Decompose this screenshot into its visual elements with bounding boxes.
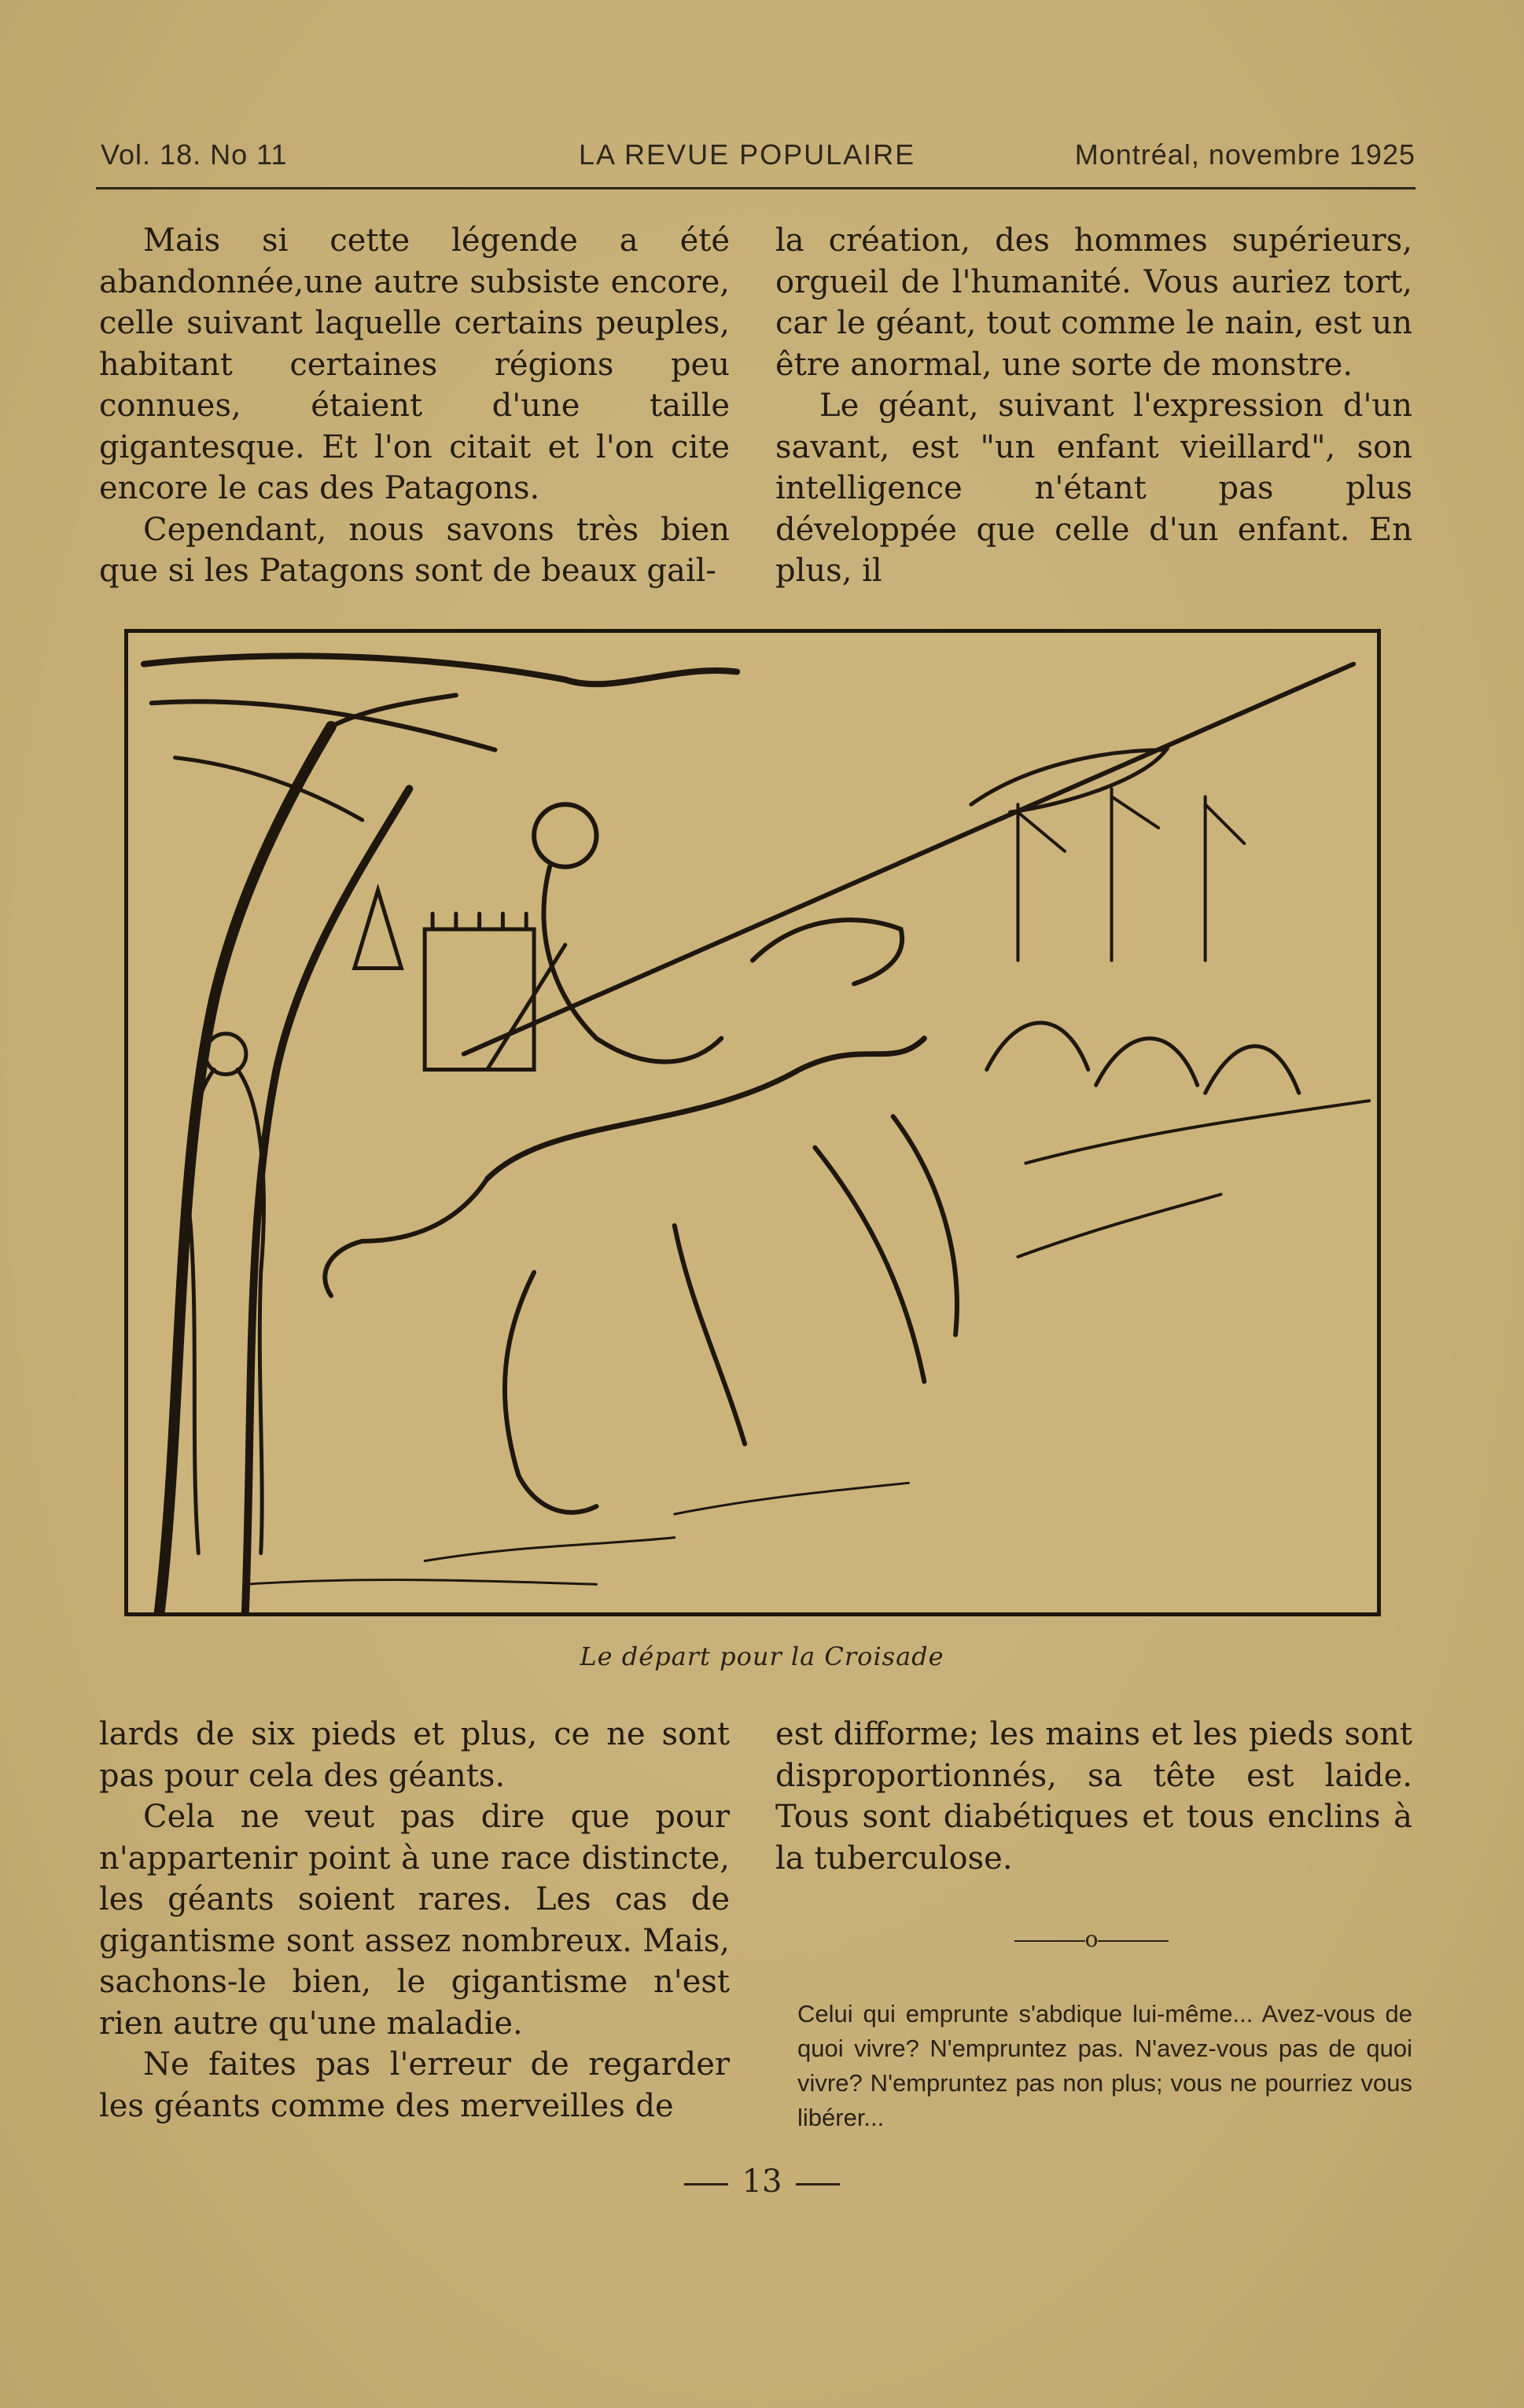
magazine-title: LA REVUE POPULAIRE <box>579 138 916 171</box>
separator-mark: o <box>1084 1926 1099 1952</box>
paragraph: Cela ne veut pas dire que pour n'appartenir point à une race distincte, les géants soient rares. Les cas de gigantisme sont assez nombreux. Mais, sachons-le bien, le gigantisme n'est rien autre qu'une maladie. <box>99 1799 730 2042</box>
page-number <box>0 2164 1524 2200</box>
header-rule <box>96 187 1415 189</box>
volume-number: Vol. 18. No 11 <box>101 138 288 171</box>
paragraph: la création, des hommes supérieurs, orgueil de l'humanité. Vous auriez tort, car le géant, tout comme le nain, est un être anormal, une sorte de monstre. <box>775 222 1412 383</box>
column-top-right <box>775 220 1412 592</box>
paragraph: lards de six pieds et plus, ce ne sont pas pour cela des géants. <box>99 1716 730 1794</box>
page-header <box>101 132 1415 179</box>
separator-line <box>1098 1940 1169 1942</box>
issue-date: Montréal, novembre 1925 <box>1074 138 1415 171</box>
page-number-value: 13 <box>742 2164 782 2200</box>
column-bottom-left <box>99 1714 730 2127</box>
illustration-crusade-departure <box>124 629 1381 1616</box>
paragraph: Le géant, suivant l'expression d'un savant, est "un enfant vieillard", son intelligence n'étant pas plus développée que celle d'un enfant. En plus, il <box>775 388 1412 589</box>
separator-line <box>1014 1940 1085 1942</box>
illustration-drawing <box>128 633 1377 1612</box>
figure-caption: Le départ pour la Croisade <box>580 1641 944 1671</box>
paragraph: Ne faites pas l'erreur de regarder les géants comme des merveilles de <box>99 2046 730 2124</box>
column-bottom-right <box>775 1714 1412 1879</box>
paragraph: Mais si cette légende a été abandonnée,une autre subsiste encore, celle suivant laquelle certains peuples, habitant certaines régions peu connues, étaient d'une taille gigantesque. Et l'on citait et l'on cite encore le cas des Patagons. <box>99 222 730 506</box>
column-top-left <box>99 220 730 592</box>
paragraph: est difforme; les mains et les pieds sont disproportionnés, sa tête est laide. Tous sont diabétiques et tous enclins à la tuberculose. <box>775 1716 1412 1877</box>
paragraph: Cependant, nous savons très bien que si les Patagons sont de beaux gail- <box>99 511 730 589</box>
page-number-dash <box>684 2183 728 2186</box>
page-number-dash <box>796 2183 840 2186</box>
filler-quote: Celui qui emprunte s'abdique lui-même... Avez-vous de quoi vivre? N'empruntez pas. N'avez-vous pas de quoi vivre? N'empruntez pas non plus; vous ne pourriez vous libérer... <box>797 2000 1412 2131</box>
section-separator <box>997 1926 1186 1952</box>
